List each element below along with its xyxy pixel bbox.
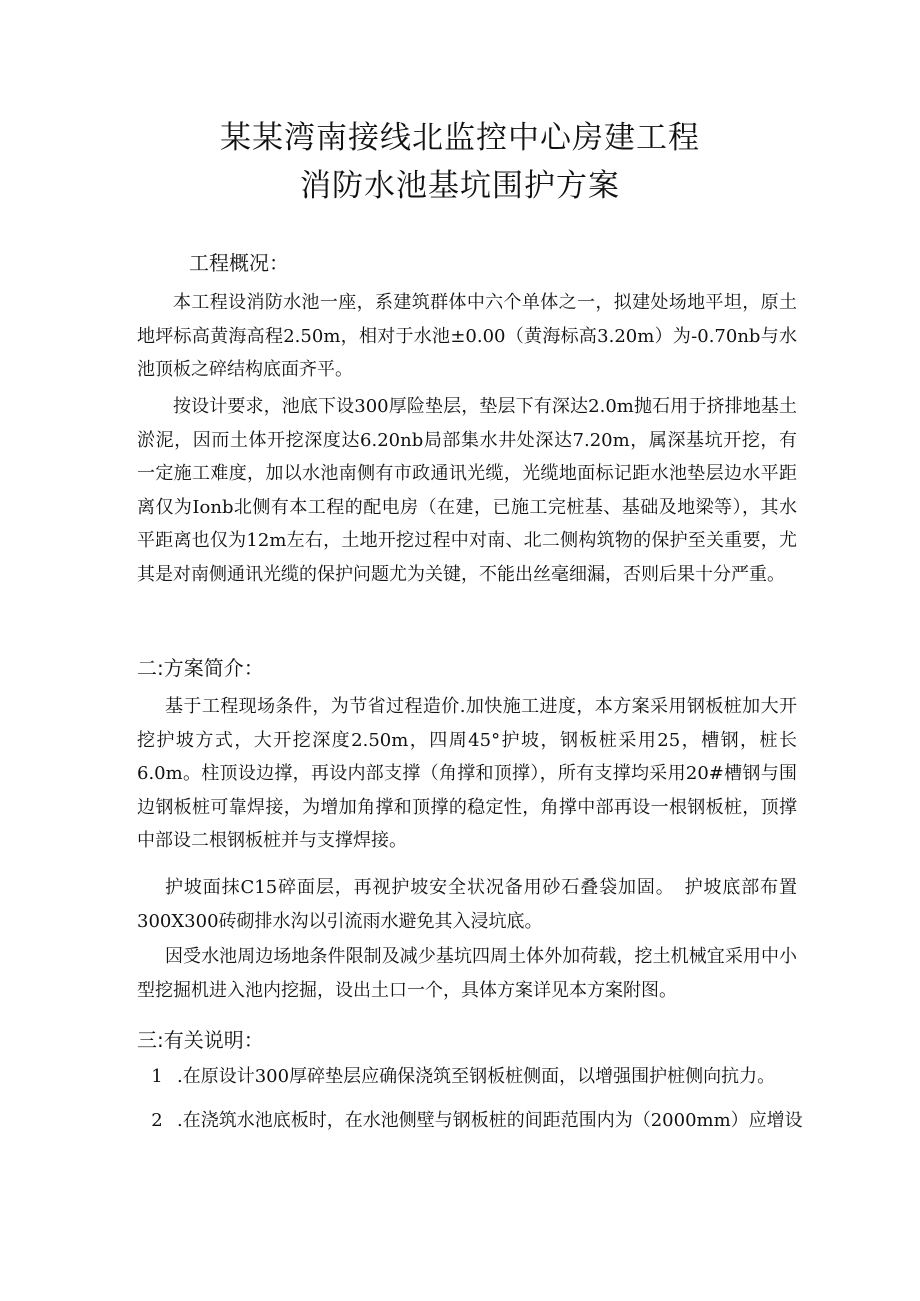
section-heading-plan: 二:方案简介： <box>137 656 264 680</box>
note-text: .在浇筑水池底板时，在水池侧壁与钢板桩的间距范围内为（2000mm）应增设 <box>177 1110 803 1131</box>
paragraph-overview-1: 本工程设消防水池一座，系建筑群体中六个单体之一，拟建处场地平坦，原土地坪标高黄海高程2.50m，相对于水池±0.00（黄海标高3.20m）为-0.70nb与水池顶板之碎结构底面齐平。 <box>137 292 797 380</box>
paragraph-plan-3: 因受水池周边场地条件限制及减少基坑四周土体外加荷载，挖土机械宜采用中小型挖掘机进入池内挖掘，设出土口一个，具体方案详见本方案附图。 <box>137 946 797 1001</box>
note-text: .在原设计300厚碎垫层应确保浇筑至钢板桩侧面，以增强围护桩侧向抗力。 <box>177 1066 776 1087</box>
paragraph-plan-1: 基于工程现场条件，为节省过程造价.加快施工进度，本方案采用钢板桩加大开挖护坡方式，大开挖深度2.50m，四周45°护坡，钢板桩采用25，槽钢，桩长6.0m。柱顶设边撑，再设内部支撑（角撑和顶撑），所有支撑均采用20#槽钢与围边钢板桩可靠焊接，为增加角撑和顶撑的稳定性，角撑中部再设一根钢板桩，顶撑中部设二根钢板桩并与支撑焊接。 <box>137 696 797 851</box>
note-item <box>137 1062 807 1092</box>
note-item <box>137 1106 807 1136</box>
document-title-line1: 某某湾南接线北监控中心房建工程 <box>220 120 700 156</box>
section-heading-overview: 工程概况： <box>189 251 289 275</box>
paragraph-plan-2: 护坡面抹C15碎面层，再视护坡安全状况备用砂石叠袋加固。 护坡底部布置300X300砖砌排水沟以引流雨水避免其入浸坑底。 <box>137 877 797 932</box>
document-title-line2: 消防水池基坑围护方案 <box>300 168 620 204</box>
section-heading-notes: 三:有关说明： <box>137 1028 264 1052</box>
paragraph-overview-2: 按设计要求，池底下设300厚险垫层，垫层下有深达2.0m抛石用于挤排地基土淤泥，因而土体开挖深度达6.20nb局部集水井处深达7.20m，属深基坑开挖，有一定施工难度，加以水池南侧有市政通讯光缆，光缆地面标记距水池垫层边水平距离仅为Ionb北侧有本工程的配电房（在建，已施工完桩基、基础及地梁等），其水平距离也仅为12m左右，土地开挖过程中对南、北二侧构筑物的保护至关重要，尤其是对南侧通讯光缆的保护问题尤为关键，不能出丝毫细漏，否则后果十分严重。 <box>137 396 797 585</box>
note-number: 1 <box>151 1066 163 1087</box>
note-number: 2 <box>151 1110 163 1131</box>
